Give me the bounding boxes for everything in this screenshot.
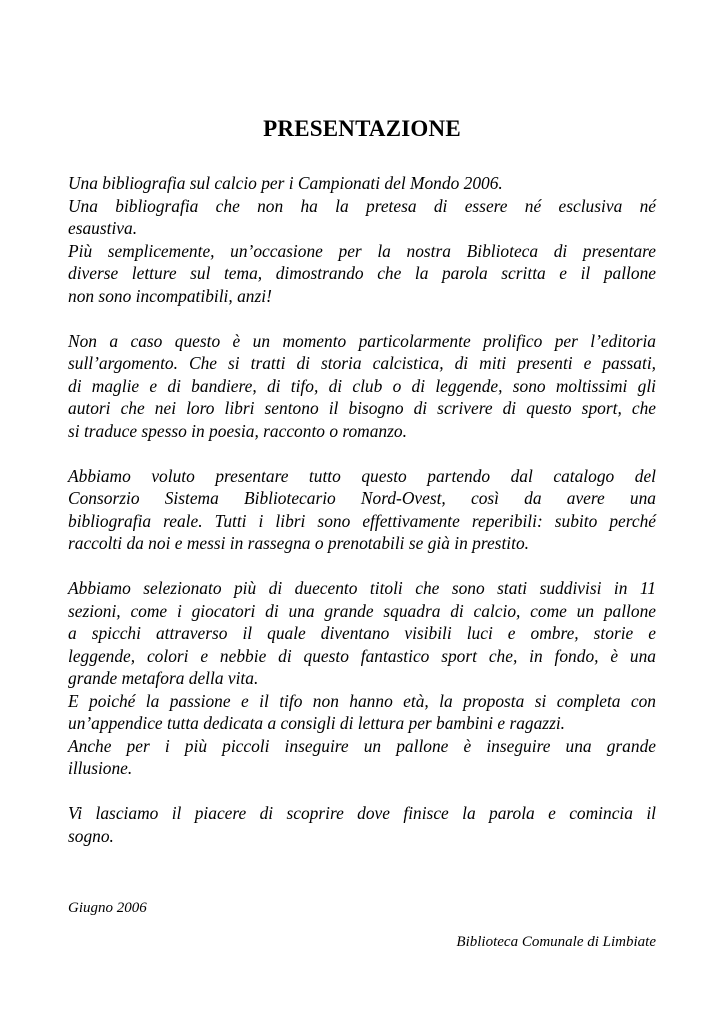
document-body <box>68 172 656 847</box>
text-line: Consorzio Sistema Bibliotecario Nord-Ovest, così da avere una <box>68 488 656 508</box>
paragraph-gap <box>68 442 656 465</box>
text-line: Abbiamo voluto presentare tutto questo partendo dal catalogo del <box>68 465 656 486</box>
paragraph <box>68 330 656 443</box>
text-line: non sono incompatibili, anzi! <box>68 285 272 306</box>
text-line: diverse letture sul tema, dimostrando che la parola scritta e il pallone <box>68 263 656 283</box>
text-line: un’appendice tutta dedicata a consigli di lettura per bambini e ragazzi. <box>68 713 566 733</box>
text-line: E poiché la passione e il tifo non hanno età, la proposta si completa con <box>68 690 656 711</box>
paragraph-gap <box>68 555 656 578</box>
paragraph <box>68 802 656 847</box>
document-date: Giugno 2006 <box>68 900 147 916</box>
text-line: sogno. <box>68 825 114 846</box>
text-line: illusione. <box>68 758 133 778</box>
text-line: Una bibliografia che non ha la pretesa di essere né esclusiva né <box>68 195 656 216</box>
text-line: Più semplicemente, un’occasione per la nostra Biblioteca di presentare <box>68 240 656 261</box>
paragraph-gap <box>68 780 656 803</box>
text-line: sull’argomento. Che si tratti di storia calcistica, di miti presenti e passati, <box>68 353 656 373</box>
text-line: autori che nei loro libri sentono il bisogno di scrivere di questo sport, che <box>68 398 656 418</box>
document-signature: Biblioteca Comunale di Limbiate <box>456 934 656 950</box>
text-line: si traduce spesso in poesia, racconto o romanzo. <box>68 420 407 441</box>
text-line: leggende, colori e nebbie di questo fantastico sport che, in fondo, è una <box>68 645 656 666</box>
text-line: Non a caso questo è un momento particolarmente prolifico per l’editoria <box>68 330 656 351</box>
text-line: sezioni, come i giocatori di una grande squadra di calcio, come un pallone <box>68 600 656 621</box>
paragraph <box>68 577 656 780</box>
text-line: Anche per i più piccoli inseguire un pallone è inseguire una grande <box>68 735 656 756</box>
text-line: grande metafora della vita. <box>68 668 259 688</box>
text-line: raccolti da noi e messi in rassegna o prenotabili se già in prestito. <box>68 533 529 553</box>
text-line: bibliografia reale. Tutti i libri sono effettivamente reperibili: subito perché <box>68 510 656 531</box>
text-line: Vi lasciamo il piacere di scoprire dove finisce la parola e comincia il <box>68 803 656 823</box>
page-title: PRESENTAZIONE <box>263 116 461 141</box>
paragraph <box>68 172 656 307</box>
text-line: a spicchi attraverso il quale diventano visibili luci e ombre, storie e <box>68 623 656 643</box>
text-line: di maglie e di bandiere, di tifo, di club o di leggende, sono moltissimi gli <box>68 375 656 396</box>
paragraph <box>68 465 656 555</box>
text-line: Abbiamo selezionato più di duecento titoli che sono stati suddivisi in 11 <box>68 578 656 598</box>
paragraph-gap <box>68 307 656 330</box>
text-line: Una bibliografia sul calcio per i Campionati del Mondo 2006. <box>68 173 503 193</box>
text-line: esaustiva. <box>68 218 138 238</box>
